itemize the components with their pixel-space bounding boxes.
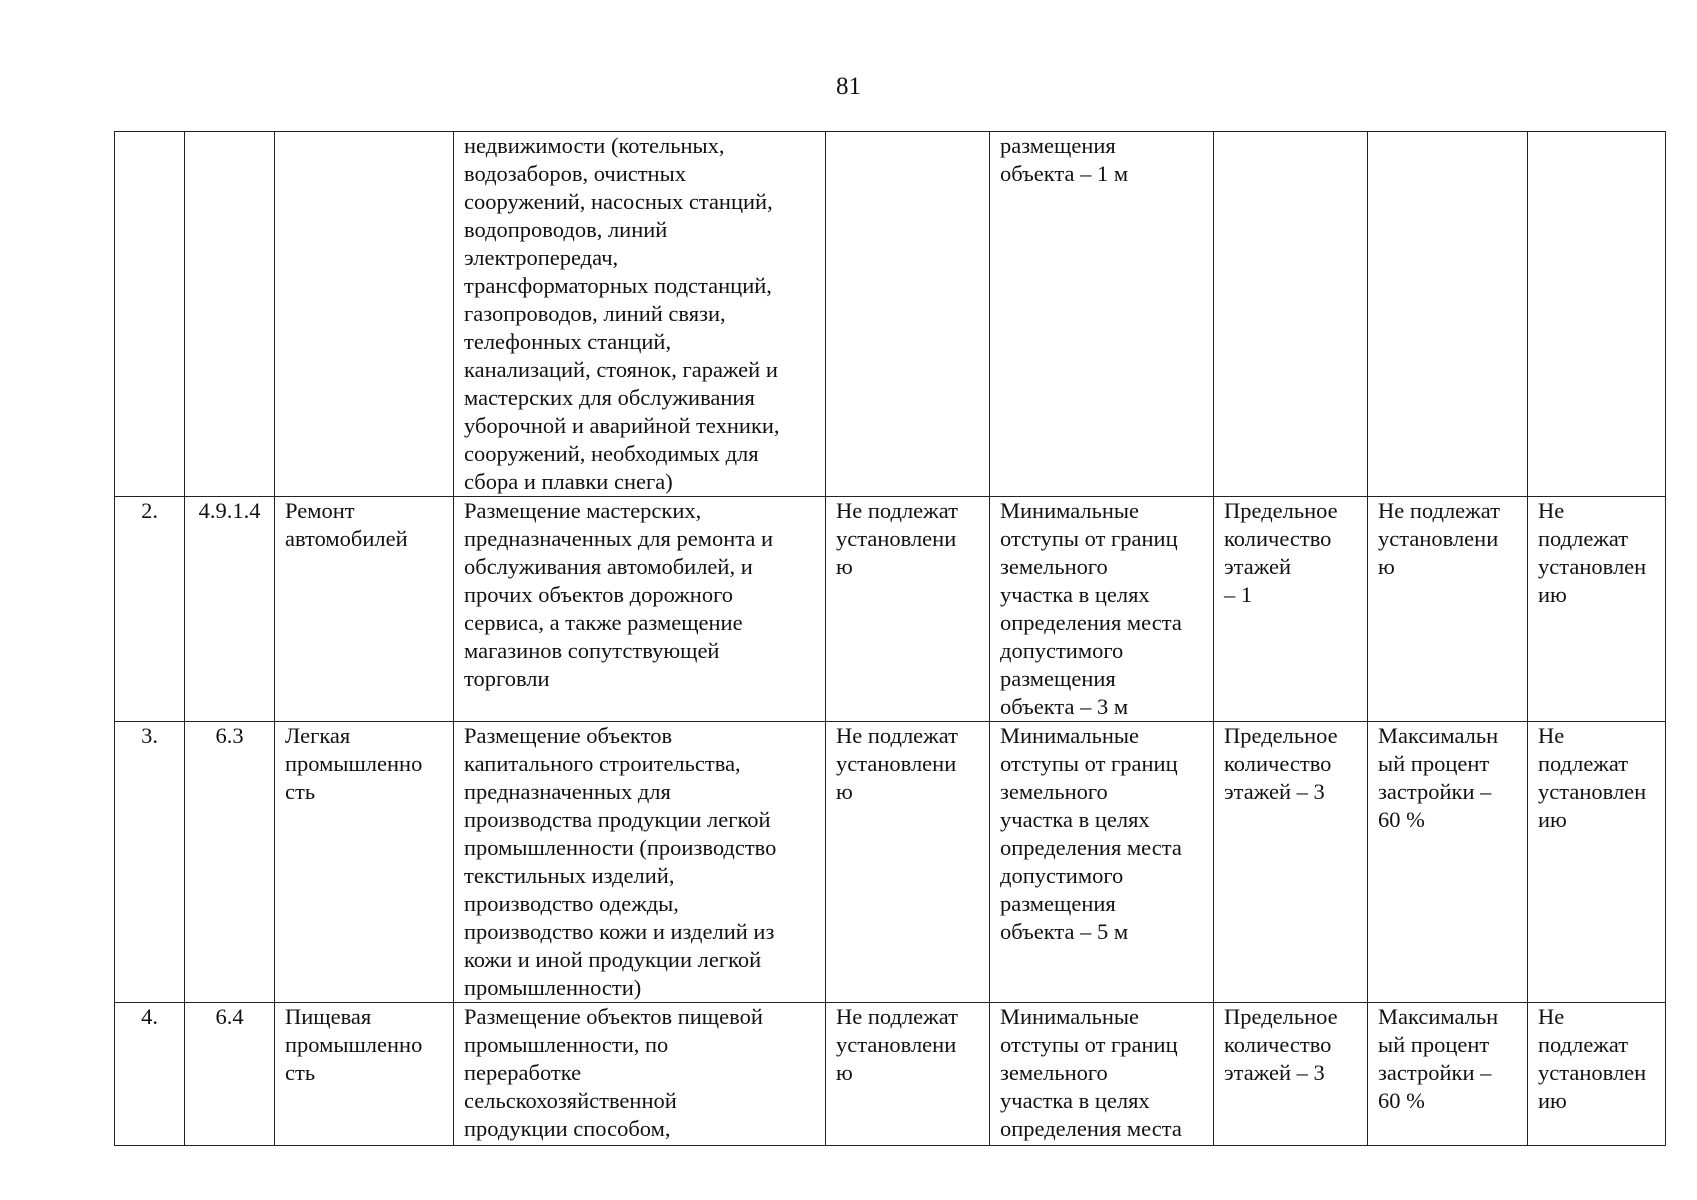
row-setbacks: Минимальные отступы от границ земельного участка в целях определения места допустимого размещения объекта – 5 м (990, 722, 1214, 1003)
row-other-params: Не подлежат установлен ию (1528, 497, 1666, 722)
row-description: Размещение объектов капитального строительства, предназначенных для производства продукции легкой промышленности (производство текстильных изделий, производство одежды, производство кожи и изделий из кожи и иной продукции легкой промышленности) (454, 722, 826, 1003)
row-use-name (275, 132, 454, 497)
row-other-params: Не подлежат установлен ию (1528, 1003, 1666, 1146)
row-other-params: Не подлежат установлен ию (1528, 722, 1666, 1003)
row-plot-size (826, 132, 990, 497)
row-number (115, 132, 185, 497)
row-code: 6.4 (185, 1003, 275, 1146)
page-number: 81 (836, 73, 861, 100)
row-floors: Предельное количество этажей – 3 (1214, 722, 1368, 1003)
row-code: 4.9.1.4 (185, 497, 275, 722)
table-row (115, 1003, 1666, 1146)
row-number: 2. (115, 497, 185, 722)
table-row (115, 132, 1666, 497)
row-floors: Предельное количество этажей – 1 (1214, 497, 1368, 722)
table-row (115, 722, 1666, 1003)
row-plot-size: Не подлежат установлени ю (826, 497, 990, 722)
row-setbacks: размещения объекта – 1 м (990, 132, 1214, 497)
row-coverage: Максимальн ый процент застройки – 60 % (1368, 1003, 1528, 1146)
table-row (115, 497, 1666, 722)
land-use-table (114, 131, 1666, 1146)
row-code (185, 132, 275, 497)
row-floors: Предельное количество этажей – 3 (1214, 1003, 1368, 1146)
row-plot-size: Не подлежат установлени ю (826, 722, 990, 1003)
row-floors (1214, 132, 1368, 497)
row-description: Размещение мастерских, предназначенных для ремонта и обслуживания автомобилей, и прочих объектов дорожного сервиса, а также размещение магазинов сопутствующей торговли (454, 497, 826, 722)
row-coverage (1368, 132, 1528, 497)
row-code: 6.3 (185, 722, 275, 1003)
row-setbacks: Минимальные отступы от границ земельного участка в целях определения места допустимого размещения объекта – 3 м (990, 497, 1214, 722)
row-coverage: Максимальн ый процент застройки – 60 % (1368, 722, 1528, 1003)
row-description: недвижимости (котельных, водозаборов, очистных сооружений, насосных станций, водопроводов, линий электропередач, трансформаторных подстанций, газопроводов, линий связи, телефонных станций, канализаций, стоянок, гаражей и мастерских для обслуживания уборочной и аварийной техники, сооружений, необходимых для сбора и плавки снега) (454, 132, 826, 497)
row-use-name: Легкая промышленно сть (275, 722, 454, 1003)
row-coverage: Не подлежат установлени ю (1368, 497, 1528, 722)
row-setbacks: Минимальные отступы от границ земельного участка в целях определения места (990, 1003, 1214, 1146)
row-description: Размещение объектов пищевой промышленности, по переработке сельскохозяйственной продукции способом, (454, 1003, 826, 1146)
row-plot-size: Не подлежат установлени ю (826, 1003, 990, 1146)
row-number: 4. (115, 1003, 185, 1146)
row-number: 3. (115, 722, 185, 1003)
row-use-name: Пищевая промышленно сть (275, 1003, 454, 1146)
row-use-name: Ремонт автомобилей (275, 497, 454, 722)
row-other-params (1528, 132, 1666, 497)
